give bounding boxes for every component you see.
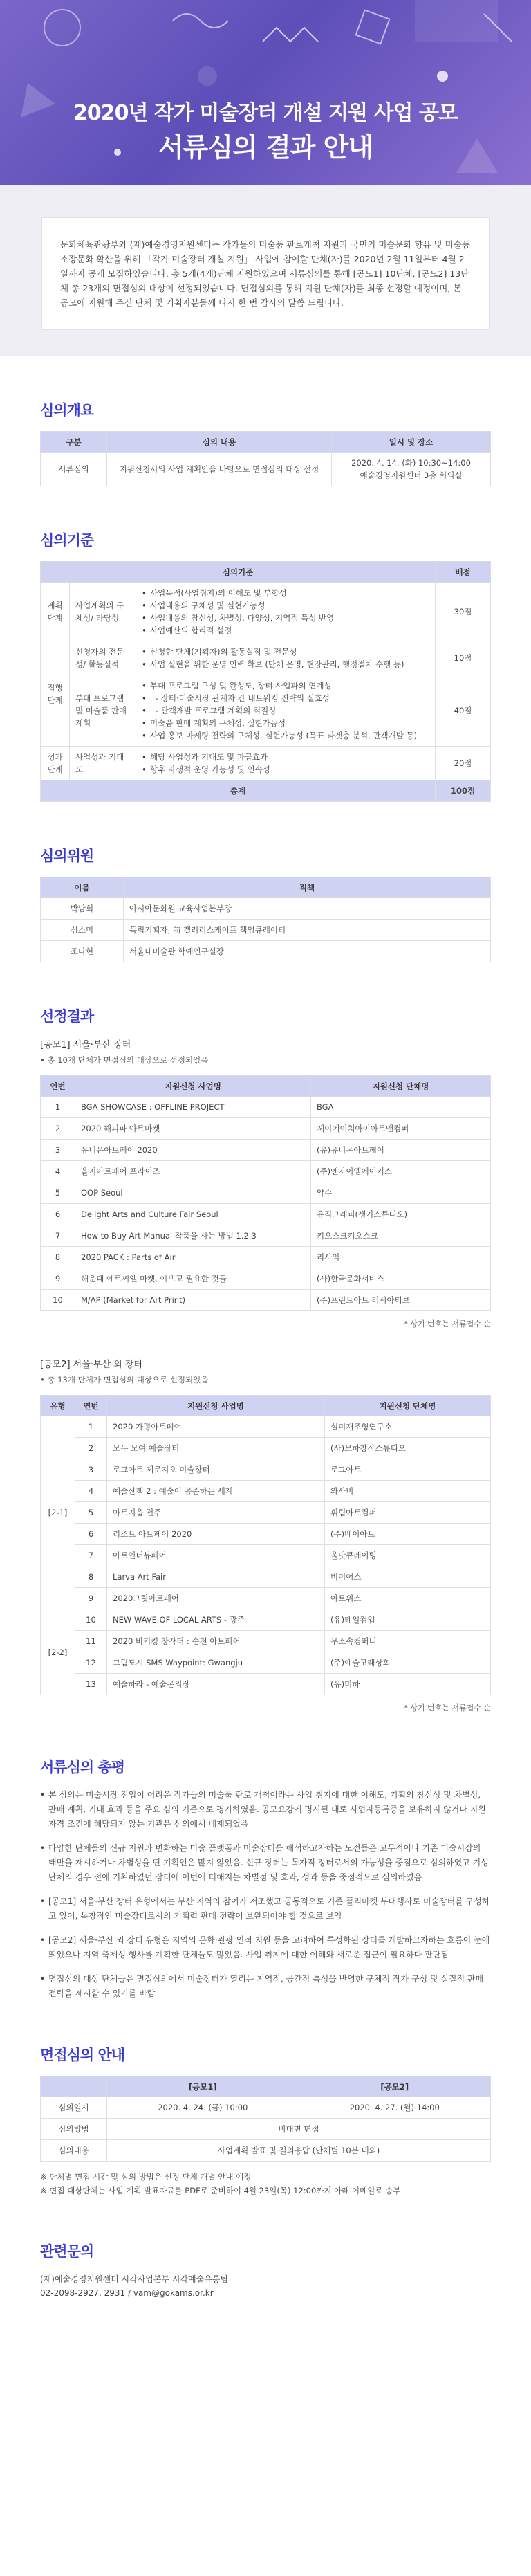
table-cell (332, 453, 491, 486)
group2-footnote: * 상기 번호는 서류접수 순 (404, 1703, 491, 1712)
committee-role: 독립기획자, 前 갤러리스케이프 책임큐레이터 (124, 920, 491, 941)
committee-role: 서울대미술관 학예연구실장 (124, 941, 491, 962)
committee-name: 조나현 (41, 941, 124, 962)
table-row (41, 1631, 491, 1652)
table-row (41, 941, 491, 962)
table-cell: 3 (41, 1140, 75, 1161)
table-cell: 2020 PACK : Parts of Air (75, 1247, 311, 1268)
table-header: [공모2] (299, 2076, 491, 2097)
table-cell: 2020 가평아트페어 (107, 1416, 325, 1438)
table-cell: 예술산책 2 : 예술이 공존하는 세계 (107, 1481, 325, 1502)
table-cell: 로그아트 제로지오 미술장터 (107, 1459, 325, 1481)
table-row (41, 1459, 491, 1481)
stage-cell: 집행 단계 (41, 641, 70, 747)
criteria-points (136, 675, 436, 747)
table-cell: Larva Art Fair (107, 1566, 325, 1588)
table-header (41, 2076, 107, 2097)
table-cell: 3 (75, 1459, 107, 1481)
table-cell: 2020 해피파 아트마켓 (75, 1118, 311, 1140)
table-header: 구분 (41, 432, 107, 453)
table-cell: 13 (75, 1674, 107, 1695)
score-cell: 40점 (436, 675, 491, 747)
contact-details: 02-2098-2927, 2931 / vam@gokams.or.kr (40, 2288, 214, 2298)
group2-table (40, 1395, 491, 1695)
table-cell: M/AP (Market for Art Print) (75, 1290, 311, 1311)
table-cell: 설미재조형연구소 (325, 1416, 491, 1438)
table-cell: 을지아트페어 프라이즈 (75, 1161, 311, 1182)
stage-cell: 성과 단계 (41, 747, 70, 780)
table-row (41, 1247, 491, 1268)
table-row (41, 1502, 491, 1524)
interview-label: 심의일시 (41, 2097, 107, 2119)
table-header: 심의기준 (41, 562, 436, 583)
table-cell: 9 (75, 1588, 107, 1609)
interview-content: 사업계획 발표 및 질의응답 (단체별 10분 내외) (107, 2140, 491, 2162)
criteria-item: 사업성과 기대도 (70, 747, 136, 780)
table-cell: 서류심의 (41, 453, 107, 486)
group2-note: • 총 13개 단체가 면접심의 대상으로 선정되었음 (40, 1375, 209, 1385)
table-header: 지원신청 사업명 (107, 1396, 325, 1416)
criteria-item: 사업계획의 구체성/ 타당성 (70, 583, 136, 641)
criteria-table (40, 561, 491, 802)
table-cell: 5 (75, 1502, 107, 1524)
table-cell: 2020그릿아트페어 (107, 1588, 325, 1609)
table-row (41, 1652, 491, 1674)
list-item: • 미술품 판매 계획의 구체성, 실현가능성 (142, 717, 429, 729)
table-cell: 예술하라 - 예술몬의장 (107, 1674, 325, 1695)
interview-label: 심의내용 (41, 2140, 107, 2162)
table-header: 심의 내용 (107, 432, 332, 453)
table-row (41, 1566, 491, 1588)
table-row (41, 1524, 491, 1545)
intro-section (0, 185, 531, 356)
hero-title: 2020년 작가 미술장터 개설 지원 사업 공모 (73, 101, 458, 125)
table-cell: 8 (75, 1566, 107, 1588)
table-row (41, 920, 491, 941)
table-cell: How to Buy Art Manual 작품을 사는 방법 1.2.3 (75, 1225, 311, 1247)
table-cell: 2 (75, 1438, 107, 1459)
table-cell: 제이에이치아이아트앤컴퍼 (311, 1118, 491, 1140)
list-item: • - 장터·미술시장 관계자 간 네트워킹 전략의 실효성 (142, 692, 429, 704)
table-cell: 10 (75, 1609, 107, 1631)
table-row (41, 1290, 491, 1311)
table-row (41, 1674, 491, 1695)
score-cell: 30점 (436, 583, 491, 641)
table-cell: 해운대 예르씨엘 마켓, 예쁘고 필요한 것들 (75, 1268, 311, 1290)
interview-method: 비대면 면접 (107, 2119, 491, 2140)
table-cell: NEW WAVE OF LOCAL ARTS - 광주 (107, 1609, 325, 1631)
interview-note: ※ 면접 대상단체는 사업 계획 발표자료를 PDF로 준비하여 4월 23일(목) 12:00까지 아래 이메일로 송부 (40, 2186, 401, 2195)
criteria-points (136, 641, 436, 675)
table-row (41, 1204, 491, 1225)
table-cell: 아트위스 (325, 1588, 491, 1609)
type-cell: [2-2] (41, 1609, 75, 1695)
review-paragraph: • [공모2] 서울·부산 외 장터 유형은 지역의 문화·관광 인적 지원 등을 고려하여 특성화된 장터를 개발하고자하는 흐름이 눈에 띄었으나 지역 축제성 행사를 계획한 단체들도 많았음. 사업 취지에 대한 이해와 새로운 접근이 필요하다 판단됨 (40, 1933, 491, 1962)
list-item: • 사업 홍보 마케팅 전략의 구체성, 실현가능성 (목표 타겟층 분석, 관객개발 등) (142, 729, 429, 742)
committee-name: 심소미 (41, 920, 124, 941)
committee-table (40, 877, 491, 962)
type-cell: [2-1] (41, 1416, 75, 1609)
review-paragraph: • 면접심의 대상 단체들은 면접심의에서 미술장터가 열리는 지역적, 공간적 특성을 반영한 구체적 작가 구성 및 실질적 판매 전략을 제시할 수 있기를 바람 (40, 1972, 491, 2001)
interview-note: ※ 단체별 면접 시간 및 심의 방법은 선정 단체 개별 안내 예정 (40, 2172, 252, 2182)
table-cell: BGA (311, 1097, 491, 1118)
group1-note: • 총 10개 단체가 면접심의 대상으로 선정되었음 (40, 1055, 209, 1065)
table-cell: 5 (41, 1182, 75, 1204)
list-item: • 사업목적(사업취지)의 이해도 및 부합성 (142, 587, 429, 599)
list-item: • 사업내용의 참신성, 차별성, 다양성, 지역적 특성 반영 (142, 612, 429, 624)
review-paragraph: • 다양한 단체들의 신규 지원과 변화하는 미술 플랫폼과 미술장터를 해석하고자하는 도전들은 고무적이나 기존 미술시장의 태만을 재시하거나 차별성을 띤 기획인은 많지 않았음. 신규 장터는 독자적 장터로서의 가능성을 중점으로 심의하였고 기성 단체의 경우 전에 기획하였던 장터에 이번에 더해지는 차별점 및 효과, 성과 등을 중점적으로 심의하였음 (40, 1841, 491, 1885)
table-cell: (유)유니온아트페어 (311, 1140, 491, 1161)
committee-role: 아시아문화원 교육사업본부장 (124, 898, 491, 920)
table-cell: (유)테일컴업 (325, 1609, 491, 1631)
table-cell: 12 (75, 1652, 107, 1674)
table-row (41, 1097, 491, 1118)
table-row (41, 1588, 491, 1609)
table-cell: (주)프린트아트 러시아티브 (311, 1290, 491, 1311)
table-cell: (주)베이아트 (325, 1524, 491, 1545)
contact-info (40, 2272, 491, 2300)
table-cell: 비이어스 (325, 1566, 491, 1588)
table-cell: (유)미하 (325, 1674, 491, 1695)
hero-banner (0, 0, 531, 185)
table-row (41, 1118, 491, 1140)
table-cell: (사)모하창작스튜디오 (325, 1438, 491, 1459)
section-title-committee: 심의위원 (40, 848, 94, 864)
interview-date-g2: 2020. 4. 27. (월) 14:00 (299, 2097, 491, 2119)
table-cell: 7 (75, 1545, 107, 1566)
table-row (41, 1161, 491, 1182)
table-header: 일시 및 장소 (332, 432, 491, 453)
table-cell: 와사비 (325, 1481, 491, 1502)
group2-note-text: 총 13개 단체가 면접심의 대상으로 선정되었음 (47, 1375, 209, 1385)
criteria-points (136, 583, 436, 641)
table-cell: 2 (41, 1118, 75, 1140)
table-cell: 휘림아트컴퍼 (325, 1502, 491, 1524)
table-cell: 6 (41, 1204, 75, 1225)
review-paragraph: • 본 심의는 미술시장 진입이 어려운 작가들의 미술품 판로 개척이라는 사업 취지에 대한 이해도, 기획의 참신성 및 차별성, 판매 계획, 기대 효과 등을 주요 심의 기준으로 평가하였음. 공모요강에 명시된 대로 사업자등록증을 보유하지 않거나 지원 자격 조건에 해당되지 않는 기관은 심의에서 배제되었음 (40, 1788, 491, 1831)
section-title-overview: 심의개요 (40, 402, 94, 419)
list-item: • 사업내용의 구체성 및 실현가능성 (142, 599, 429, 612)
table-row (41, 1545, 491, 1566)
table-cell: 모두 모여 예술장터 (107, 1438, 325, 1459)
table-row (41, 1609, 491, 1631)
table-cell: (주)엔자이엠에이커스 (311, 1161, 491, 1182)
table-cell: 7 (41, 1225, 75, 1247)
list-item: • 신청한 단체(기획자)의 활동실적 및 전문성 (142, 646, 429, 658)
table-cell: 울닷큐레이팅 (325, 1545, 491, 1566)
group2-title: [공모2] 서울·부산 외 장터 (40, 1360, 142, 1370)
table-header: 연번 (41, 1076, 75, 1097)
table-row (41, 1225, 491, 1247)
list-item: • 해당 사업성과 기대도 및 파급효과 (142, 751, 429, 763)
list-item: • 사업예산의 합리적 설정 (142, 624, 429, 637)
table-header: 이름 (41, 877, 124, 898)
section-title-review: 서류심의 총평 (40, 1759, 125, 1775)
table-cell: 유니온아트페어 2020 (75, 1140, 311, 1161)
criteria-item: 부대 프로그램 및 미술품 판매계획 (70, 675, 136, 747)
section-title-interview: 면접심의 안내 (40, 2047, 125, 2063)
list-item: • 향후 자생적 운영 가능성 및 연속성 (142, 763, 429, 776)
overview-table (40, 431, 491, 486)
table-cell: 아트지움 전주 (107, 1502, 325, 1524)
group1-note-text: 총 10개 단체가 면접심의 대상으로 선정되었음 (47, 1055, 209, 1065)
table-header: 지원신청 단체명 (325, 1396, 491, 1416)
interview-table (40, 2076, 491, 2162)
table-cell: Delight Arts and Culture Fair Seoul (75, 1204, 311, 1225)
intro-text: 문화체육관광부와 (재)예술경영지원센터는 작가들의 미술품 판로개척 지원과 국민의 미술문화 향유 및 미술품 소장문화 확산을 위해 「작가 미술장터 개설 지원」 사업에 참여할 단체(자)를 2020년 2월 11일부터 4월 2일까지 공개 모집하였습니다. 총 5개(4개)단체 지원하였으며 서류심의를 통해 [공모1] 10단체, [공모2] 13단체 총 23개의 면접심의 대상이 선정되었습니다. 면접심의를 통해 지원 단체(자)를 최종 선정할 예정이며, 본 공모에 지원해 주신 단체 및 기획자분들께 다시 한 번 감사의 말씀 드립니다. (41, 217, 490, 330)
overview-place: 예술경영지원센터 3층 회의실 (360, 471, 463, 480)
table-cell: 1 (75, 1416, 107, 1438)
list-item: • - 관객개발 프로그램 계획의 적절성 (142, 704, 429, 717)
total-label: 총계 (41, 780, 436, 802)
table-cell: 1 (41, 1097, 75, 1118)
review-paragraph: • [공모1] 서울·부산 장터 유형에서는 부산 지역의 참여가 저조했고 공통적으로 기존 플리마켓 부대행사로 미술장터를 구성하고 있어, 독창적인 미술장터로서의 기획력 판매 전략이 보완되어야 할 것으로 보임 (40, 1894, 491, 1924)
table-header: 연번 (75, 1396, 107, 1416)
group1-title: [공모1] 서울·부산 장터 (40, 1040, 131, 1050)
overview-datetime: 2020. 4. 14. (화) 10:30~14:00 (351, 458, 471, 468)
table-cell: 리조트 아트페어 2020 (107, 1524, 325, 1545)
table-cell: 2020 비커킹 창작터 : 순천 아트페어 (107, 1631, 325, 1652)
table-cell: 약수 (311, 1182, 491, 1204)
table-cell: (주)예술고래상회 (325, 1652, 491, 1674)
table-row (41, 1416, 491, 1438)
hero-subtitle: 서류심의 결과 안내 (158, 132, 373, 163)
table-row (41, 1481, 491, 1502)
table-cell: 지원신청서의 사업 계획안을 바탕으로 면접심의 대상 선정 (107, 453, 332, 486)
section-title-criteria: 심의기준 (40, 532, 94, 549)
table-cell: 9 (41, 1268, 75, 1290)
table-cell: 8 (41, 1247, 75, 1268)
committee-name: 박남희 (41, 898, 124, 920)
criteria-points (136, 747, 436, 780)
table-header: 지원신청 사업명 (75, 1076, 311, 1097)
table-row (41, 1182, 491, 1204)
table-cell: BGA SHOWCASE : OFFLINE PROJECT (75, 1097, 311, 1118)
table-row (41, 1438, 491, 1459)
table-row (41, 1140, 491, 1161)
list-item: • 부대 프로그램 구성 및 완성도, 장터 사업과의 연계성 (142, 679, 429, 692)
table-cell: 키오스크키오스크 (311, 1225, 491, 1247)
table-cell: 유직그래피(생기스튜디오) (311, 1204, 491, 1225)
table-cell: 무소속컴퍼니 (325, 1631, 491, 1652)
interview-notes (40, 2170, 491, 2198)
score-cell: 20점 (436, 747, 491, 780)
table-cell: 그림도시 SMS Waypoint: Gwangju (107, 1652, 325, 1674)
group1-footnote: * 상기 번호는 서류접수 순 (404, 1319, 491, 1328)
section-title-contact: 관련문의 (40, 2243, 94, 2260)
section-title-results: 선정결과 (40, 1008, 94, 1025)
table-header: 지원신청 단체명 (311, 1076, 491, 1097)
table-header: 배점 (436, 562, 491, 583)
table-header: 유형 (41, 1396, 75, 1416)
group1-table (40, 1075, 491, 1311)
table-cell: 아트인터뷰페어 (107, 1545, 325, 1566)
table-cell: OOP Seoul (75, 1182, 311, 1204)
table-header: 직책 (124, 877, 491, 898)
table-row (41, 898, 491, 920)
table-header: [공모1] (107, 2076, 299, 2097)
score-cell: 10점 (436, 641, 491, 675)
table-row (41, 1268, 491, 1290)
table-cell: 4 (75, 1481, 107, 1502)
list-item: • 사업 실현을 위한 운영 인력 확보 (단체 운영, 현장관리, 행정절차 수행 등) (142, 658, 429, 670)
total-score: 100점 (436, 780, 491, 802)
table-cell: 6 (75, 1524, 107, 1545)
interview-date-g1: 2020. 4. 24. (금) 10:00 (107, 2097, 299, 2119)
table-cell: 10 (41, 1290, 75, 1311)
contact-org: (재)예술경영지원센터 시각사업본부 시각예술유통팀 (40, 2274, 229, 2284)
table-cell: 4 (41, 1161, 75, 1182)
stage-cell: 계획 단계 (41, 583, 70, 641)
review-text (40, 1788, 491, 2001)
interview-label: 심의방법 (41, 2119, 107, 2140)
table-cell: 로그아트 (325, 1459, 491, 1481)
criteria-item: 신청자의 전문성/ 활동실적 (70, 641, 136, 675)
table-cell: (사)한국문화서비스 (311, 1268, 491, 1290)
table-cell: 11 (75, 1631, 107, 1652)
table-cell: 리사익 (311, 1247, 491, 1268)
